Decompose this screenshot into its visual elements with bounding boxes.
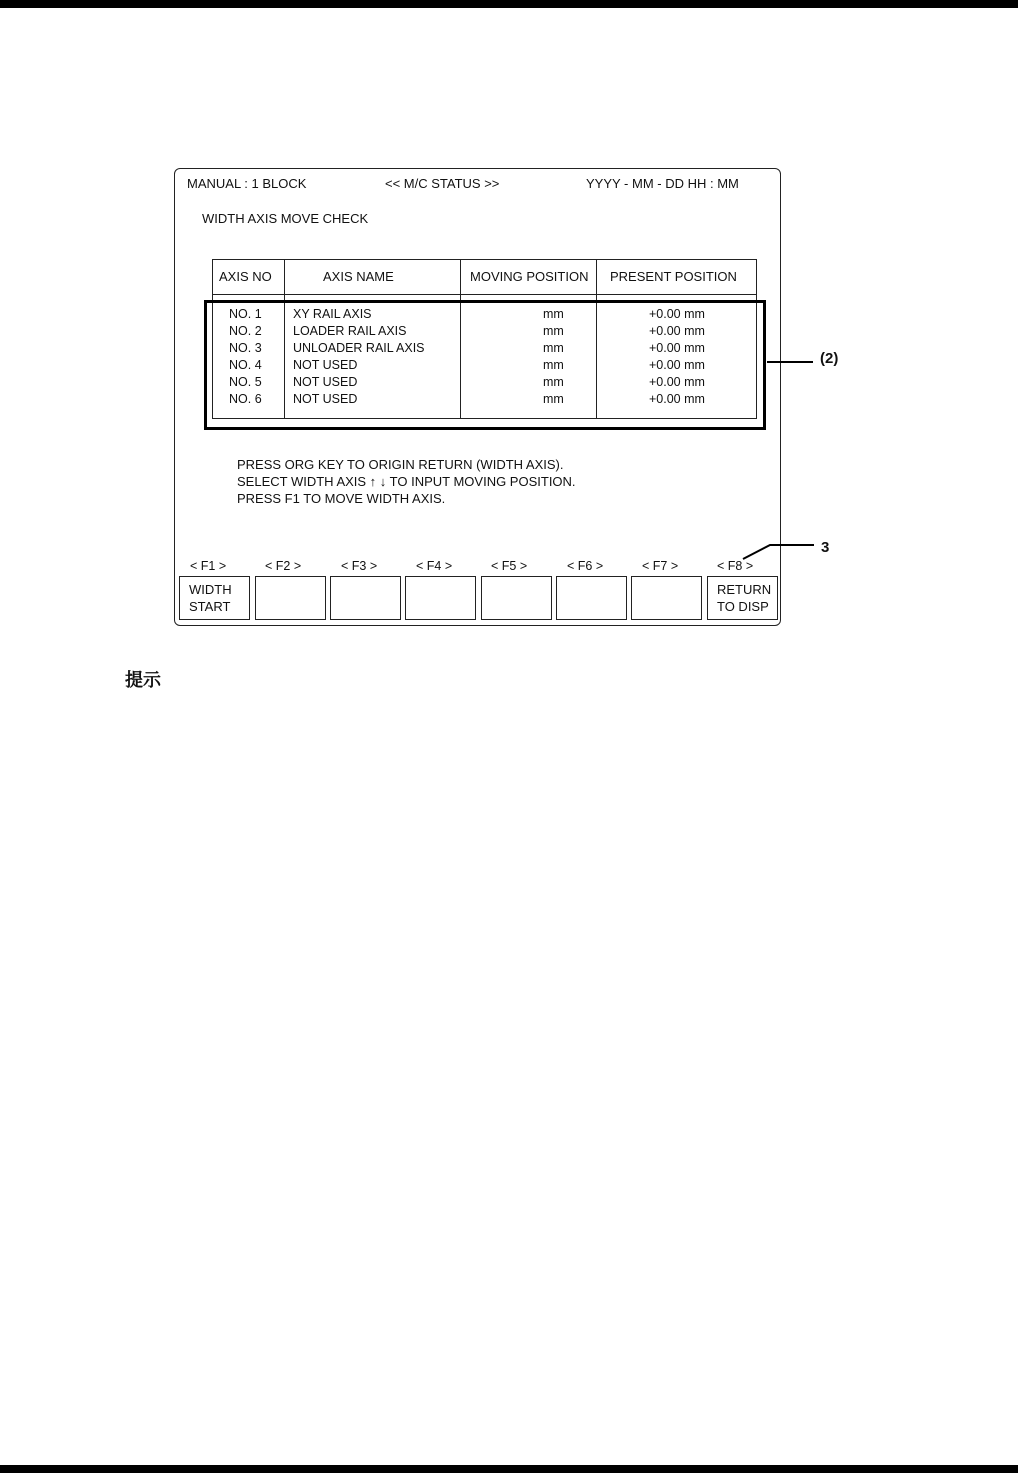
table-rows-highlight-frame — [204, 300, 766, 430]
present-position-value: +0.00 mm — [649, 341, 705, 355]
top-rule — [0, 0, 1018, 8]
bottom-rule — [0, 1465, 1018, 1473]
screen-status-title: << M/C STATUS >> — [385, 176, 500, 191]
present-position-value: +0.00 mm — [649, 324, 705, 338]
axis-number: NO. 5 — [229, 375, 262, 389]
f1-width-start-button[interactable] — [179, 576, 250, 620]
header-divider — [213, 294, 756, 295]
axis-number: NO. 4 — [229, 358, 262, 372]
f5-key-label: < F5 > — [491, 559, 528, 573]
f7-button[interactable] — [631, 576, 702, 620]
axis-name: LOADER RAIL AXIS — [293, 324, 407, 338]
f6-button[interactable] — [556, 576, 627, 620]
column-header-axis-name: AXIS NAME — [323, 269, 394, 284]
present-position-value: +0.00 mm — [649, 307, 705, 321]
axis-number: NO. 3 — [229, 341, 262, 355]
moving-position-field[interactable]: mm — [543, 324, 564, 338]
machine-status-screen — [174, 168, 781, 626]
moving-position-field[interactable]: mm — [543, 358, 564, 372]
f1-button-label-line1: WIDTH — [189, 582, 232, 597]
present-position-value: +0.00 mm — [649, 375, 705, 389]
column-header-axis-no: AXIS NO — [219, 269, 272, 284]
f7-key-label: < F7 > — [642, 559, 679, 573]
f2-key-label: < F2 > — [265, 559, 302, 573]
column-header-moving-position: MOVING POSITION — [470, 269, 589, 284]
f1-key-label: < F1 > — [190, 559, 227, 573]
present-position-value: +0.00 mm — [649, 358, 705, 372]
f8-button-label-line2: TO DISP — [717, 599, 769, 614]
moving-position-field[interactable]: mm — [543, 341, 564, 355]
f3-key-label: < F3 > — [341, 559, 378, 573]
axis-name: NOT USED — [293, 375, 358, 389]
column-header-present-position: PRESENT POSITION — [610, 269, 737, 284]
instruction-line: PRESS F1 TO MOVE WIDTH AXIS. — [237, 491, 446, 506]
mode-indicator: MANUAL : 1 BLOCK — [187, 176, 307, 191]
f5-button[interactable] — [481, 576, 552, 620]
callout-label-table: (2) — [820, 350, 839, 367]
moving-position-field[interactable]: mm — [543, 392, 564, 406]
callout-label-f8: 3 — [821, 539, 830, 556]
present-position-value: +0.00 mm — [649, 392, 705, 406]
axis-name: NOT USED — [293, 392, 358, 406]
page-title: WIDTH AXIS MOVE CHECK — [202, 211, 369, 226]
datetime-display: YYYY - MM - DD HH : MM — [586, 176, 739, 191]
f8-button-label-line1: RETURN — [717, 582, 772, 597]
callout-leader-table — [767, 361, 813, 363]
axis-name: NOT USED — [293, 358, 358, 372]
f3-button[interactable] — [330, 576, 401, 620]
moving-position-field[interactable]: mm — [543, 375, 564, 389]
f1-button-label-line2: START — [189, 599, 231, 614]
f8-return-to-disp-button[interactable] — [707, 576, 778, 620]
f4-button[interactable] — [405, 576, 476, 620]
axis-number: NO. 6 — [229, 392, 262, 406]
axis-name: XY RAIL AXIS — [293, 307, 372, 321]
f4-key-label: < F4 > — [416, 559, 453, 573]
f6-key-label: < F6 > — [567, 559, 604, 573]
callout-leader-f8 — [740, 540, 820, 564]
hint-label: 提示 — [125, 670, 161, 691]
axis-number: NO. 2 — [229, 324, 262, 338]
moving-position-field[interactable]: mm — [543, 307, 564, 321]
f2-button[interactable] — [255, 576, 326, 620]
axis-name: UNLOADER RAIL AXIS — [293, 341, 425, 355]
f8-key-label: < F8 > — [717, 559, 754, 573]
instruction-line: SELECT WIDTH AXIS ↑ ↓ TO INPUT MOVING POSITION. — [237, 474, 576, 489]
instruction-line: PRESS ORG KEY TO ORIGIN RETURN (WIDTH AXIS). — [237, 457, 564, 472]
axis-number: NO. 1 — [229, 307, 262, 321]
